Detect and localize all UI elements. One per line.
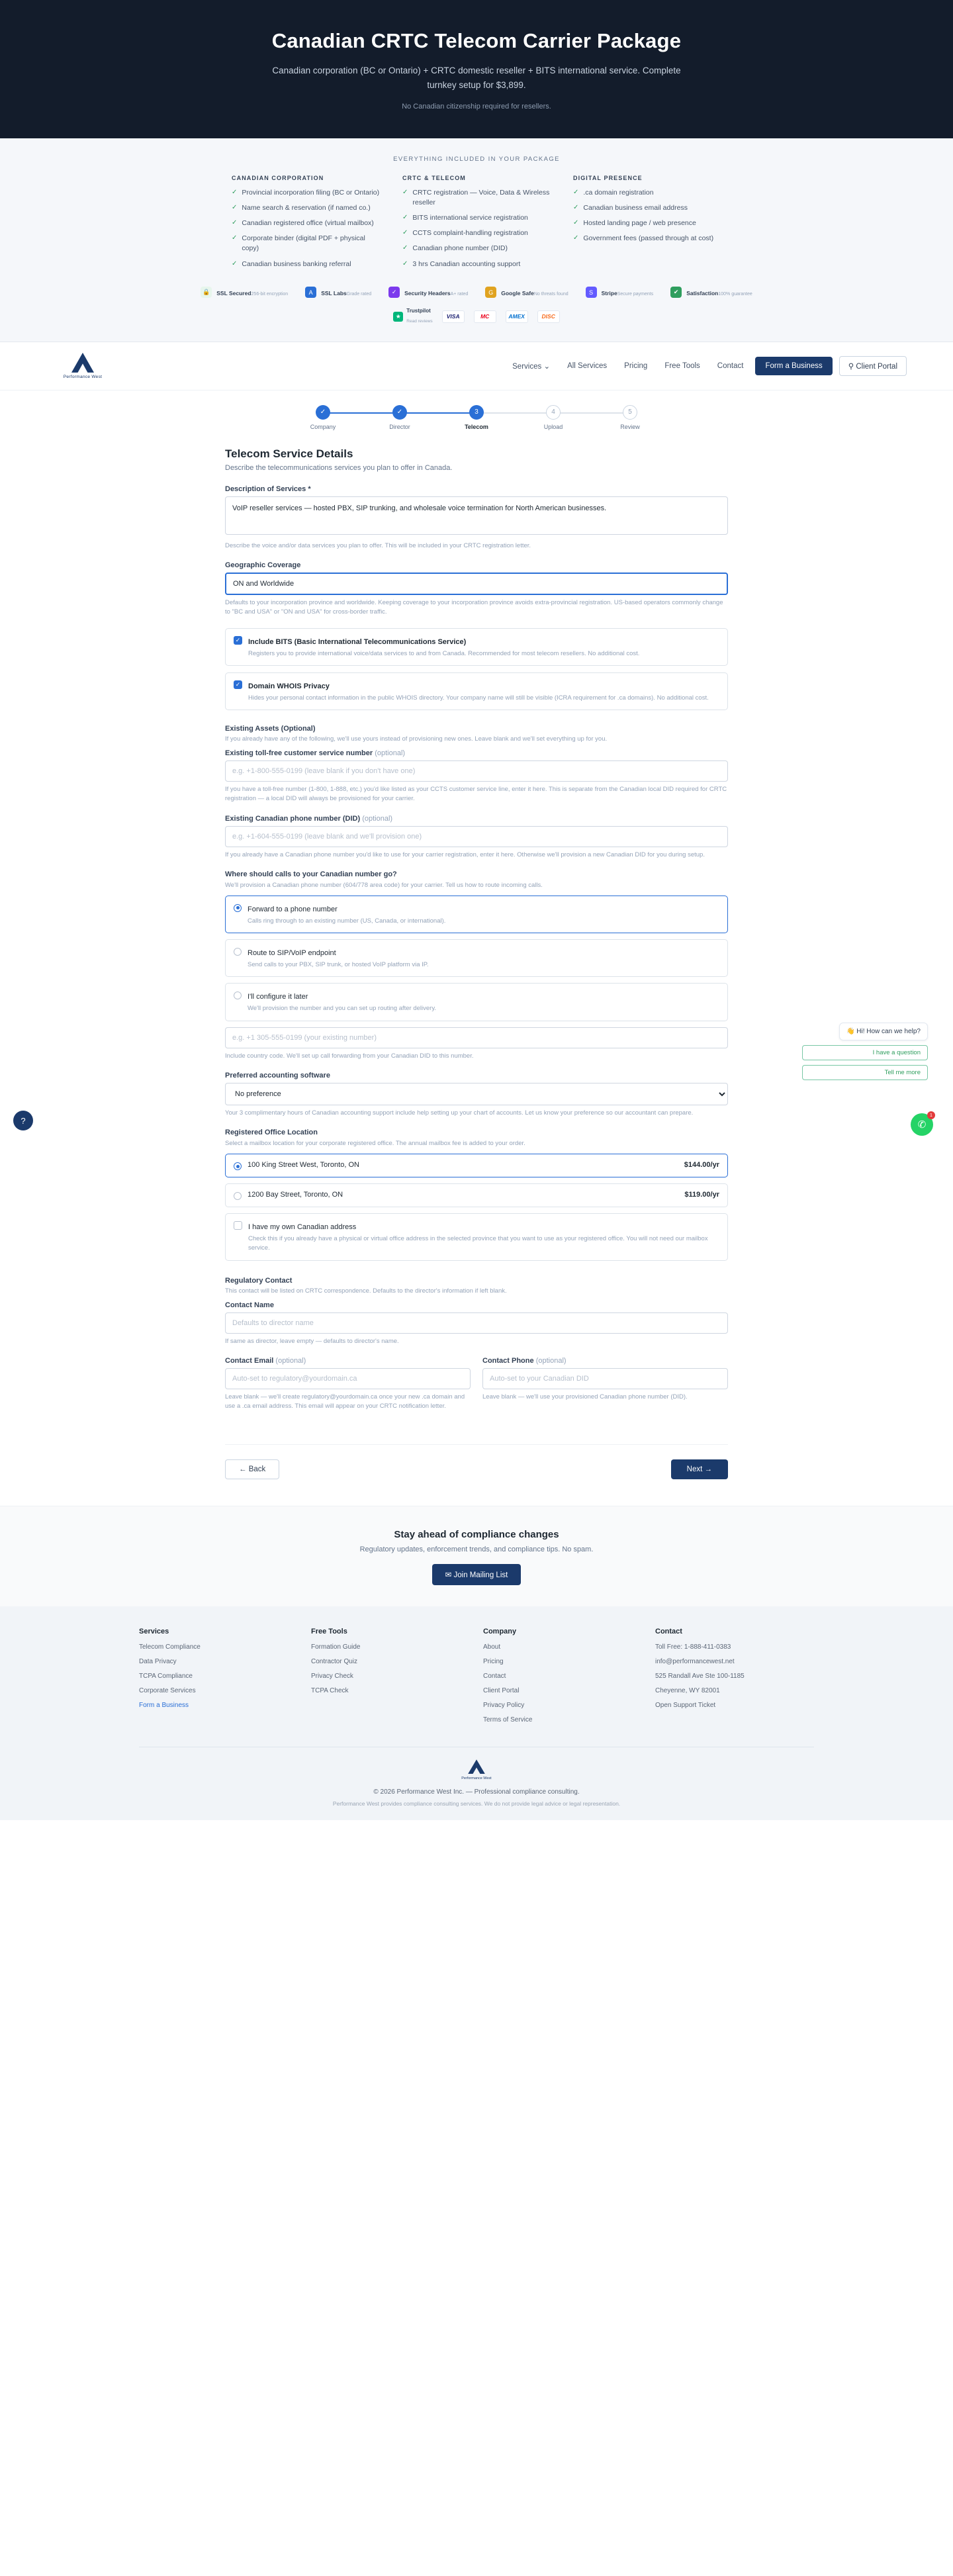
included-item-label: CRTC registration — Voice, Data & Wireless reseller — [412, 188, 550, 207]
tollfree-help: If you have a toll-free number (1-800, 1-888, etc.) you'd like listed as your CCTS customer service line, enter it here. This is separate from the Canadian local DID required for CRTC registration — a local DID will always be provisioned for your carrier. — [225, 786, 727, 803]
step-marker: ✓ — [392, 405, 407, 420]
chat-quick-reply-question[interactable]: I have a question — [802, 1045, 928, 1060]
routing-option-title: Route to SIP/VoIP endpoint — [248, 949, 336, 958]
included-column-corporation — [232, 175, 380, 275]
nav-item-pricing[interactable]: Pricing — [624, 361, 648, 370]
office-option-price: $144.00/yr — [684, 1161, 719, 1170]
routing-option-forward[interactable] — [225, 896, 728, 933]
included-item-label: .ca domain registration — [583, 188, 654, 197]
contact-phone-label — [482, 1357, 728, 1365]
office-option-king-street[interactable] — [225, 1154, 728, 1177]
check-icon: ✓ — [573, 234, 579, 242]
next-button[interactable]: Next → — [671, 1459, 728, 1479]
radio-icon[interactable] — [234, 991, 242, 999]
included-item-label: Government fees (passed through at cost) — [583, 234, 714, 243]
coverage-label: Geographic Coverage — [225, 561, 301, 570]
check-icon: ✓ — [232, 203, 238, 211]
optional-tag: (optional) — [535, 1356, 567, 1365]
footer-legal-note: Performance West provides compliance consulting services. We do not provide legal advice or legal representation. — [332, 1800, 621, 1808]
newsletter-section — [0, 1506, 953, 1606]
trust-sub: A+ rated — [450, 291, 469, 297]
included-column-telecom — [402, 175, 551, 275]
package-included-band — [0, 138, 953, 342]
footer-link[interactable]: Pricing — [483, 1658, 504, 1666]
bits-desc: Registers you to provide international voice/data services to and from Canada. Recommended for most telecom resellers. No additional cost. — [248, 649, 640, 657]
footer-link[interactable]: TCPA Check — [311, 1687, 349, 1695]
chat-widget — [802, 1023, 928, 1080]
footer-link[interactable]: Contact — [483, 1673, 506, 1680]
included-columns — [232, 175, 721, 275]
footer-link[interactable]: TCPA Compliance — [139, 1673, 193, 1680]
routing-label: Where should calls to your Canadian number go? — [225, 870, 397, 878]
included-item-label: Name search & reservation (if named co.) — [242, 203, 371, 212]
included-item — [232, 259, 380, 269]
contact-email-input[interactable] — [225, 1368, 471, 1389]
check-icon: ✓ — [402, 188, 408, 196]
step-marker: ✓ — [316, 405, 330, 420]
trust-badge-stripe — [586, 287, 654, 299]
form-a-business-button[interactable]: Form a Business — [755, 357, 832, 375]
own-address-title: I have my own Canadian address — [248, 1223, 357, 1232]
payment-badges — [13, 308, 940, 335]
hero-note: No Canadian citizenship required for resellers. — [402, 102, 551, 111]
check-icon: ✓ — [573, 203, 579, 211]
included-item-label: 3 hrs Canadian accounting support — [412, 259, 521, 268]
whois-desc: Hides your personal contact information in the public WHOIS directory. Your company name will still be visible (ICRA requirement for .ca domains). No additional cost. — [248, 694, 709, 702]
tollfree-label — [225, 749, 728, 757]
footer-link[interactable]: Formation Guide — [311, 1643, 361, 1651]
did-input[interactable] — [225, 826, 728, 847]
checkbox-icon[interactable] — [234, 1221, 242, 1230]
whois-checkbox-card[interactable] — [225, 672, 728, 710]
lock-icon: 🔒 — [201, 287, 212, 298]
check-shield-icon: ✓ — [388, 287, 400, 298]
contact-phone-input[interactable] — [482, 1368, 728, 1389]
step-connector — [323, 412, 400, 414]
coverage-input[interactable] — [225, 573, 728, 595]
footer-link[interactable]: About — [483, 1643, 501, 1651]
step-marker: 4 — [546, 405, 561, 420]
mountain-logo-icon — [468, 1759, 485, 1774]
included-item-label: BITS international service registration — [412, 213, 528, 222]
footer-columns — [139, 1628, 814, 1729]
check-icon: ✓ — [232, 234, 238, 242]
trust-badge-google-safe — [485, 287, 568, 299]
check-icon: ✓ — [232, 218, 238, 226]
regulatory-desc: This contact will be listed on CRTC correspondence. Defaults to the director's information if left blank. — [225, 1287, 507, 1295]
footer-link[interactable]: Client Portal — [483, 1687, 520, 1695]
footer-column-free-tools — [311, 1628, 443, 1729]
included-item — [573, 234, 721, 244]
brand-logo[interactable] — [46, 353, 119, 379]
trustpilot-title: Trustpilot — [406, 307, 431, 314]
footer-brand-name: Performance West — [461, 1776, 492, 1781]
footer-column-contact — [655, 1628, 788, 1729]
chat-greeting: 👋 Hi! How can we help? — [839, 1023, 928, 1040]
footer-column-title: Free Tools — [311, 1628, 347, 1636]
step-label: Director — [389, 423, 410, 430]
check-icon: ✓ — [573, 218, 579, 226]
page-title: Telecom Service Details — [225, 447, 353, 460]
check-icon: ✓ — [402, 213, 408, 221]
services-help: Describe the voice and/or data services you plan to offer. This will be included in your CRTC registration letter. — [225, 541, 531, 549]
page-description: Describe the telecommunications services you plan to offer in Canada. — [225, 463, 453, 472]
contact-email-label-text: Contact Email — [225, 1356, 274, 1365]
trust-sub: 256-bit encryption — [251, 291, 289, 297]
footer-phone: Toll Free: 1-888-411-0383 — [655, 1643, 731, 1651]
tollfree-label-text: Existing toll-free customer service number — [225, 749, 373, 758]
step-connector — [400, 412, 476, 414]
google-icon: G — [485, 287, 496, 298]
office-option-price: $119.00/yr — [684, 1191, 719, 1199]
optional-tag: (optional) — [362, 814, 393, 823]
radio-selected-icon[interactable] — [234, 904, 242, 912]
trust-badge-satisfaction — [670, 287, 752, 299]
trust-sub: Grade rated — [346, 291, 372, 297]
routing-option-title: Forward to a phone number — [248, 905, 338, 913]
shield-icon: A — [305, 287, 316, 298]
stripe-icon: S — [586, 287, 597, 298]
included-item-label: Canadian phone number (DID) — [412, 244, 508, 253]
site-navigation — [0, 342, 953, 391]
newsletter-desc: Regulatory updates, enforcement trends, and compliance tips. No spam. — [359, 1545, 594, 1554]
contact-phone-help: Leave blank — we'll use your provisioned Canadian phone number (DID). — [482, 1393, 688, 1401]
contact-phone-label-text: Contact Phone — [482, 1356, 534, 1365]
own-address-desc: Check this if you already have a physical or virtual office address in the selected province that you want to use as your registered office. You will not need our mailbox service. — [248, 1235, 708, 1252]
included-item-label: Hosted landing page / web presence — [583, 218, 696, 227]
routing-option-desc: Calls ring through to an existing number (US, Canada, or international). — [248, 917, 446, 925]
included-item — [573, 218, 721, 228]
footer-column-title: Services — [139, 1628, 169, 1636]
included-item — [402, 213, 551, 223]
chevron-down-icon: ⌄ — [543, 362, 551, 371]
step-label: Review — [620, 423, 640, 430]
footer-link[interactable]: Contractor Quiz — [311, 1658, 358, 1666]
radio-selected-icon[interactable] — [234, 1162, 242, 1170]
nav-label: Services — [512, 362, 542, 371]
routing-option-title: I'll configure it later — [248, 993, 308, 1001]
routing-option-desc: We'll provision the number and you can set up routing after delivery. — [248, 1005, 437, 1013]
own-address-checkbox-card[interactable] — [225, 1213, 728, 1261]
telecom-form — [225, 447, 728, 1506]
existing-assets-desc: If you already have any of the following, we'll use yours instead of provisioning new ones. Leave blank and we'll set everything up for you. — [225, 735, 608, 743]
footer-link[interactable]: Telecom Compliance — [139, 1643, 201, 1651]
footer-column-title: Contact — [655, 1628, 682, 1636]
contact-name-help: If same as director, leave empty — defaults to director's name. — [225, 1337, 399, 1345]
trust-title: Stripe — [601, 289, 617, 297]
services-textarea[interactable] — [225, 496, 728, 535]
included-column-digital — [573, 175, 721, 275]
office-option-bay-street[interactable] — [225, 1183, 728, 1207]
hero-subtitle: Canadian corporation (BC or Ontario) + CRTC domestic reseller + BITS international service. Complete turnkey setup for $3,899. — [272, 66, 681, 91]
bits-checkbox-card[interactable] — [225, 628, 728, 666]
did-label — [225, 815, 728, 823]
footer-link-support-ticket[interactable]: Open Support Ticket — [655, 1702, 716, 1710]
footer-link[interactable]: Privacy Policy — [483, 1702, 525, 1710]
contact-phone-group — [482, 1357, 728, 1422]
step-marker: 3 — [469, 405, 484, 420]
radio-icon[interactable] — [234, 1192, 242, 1200]
existing-assets-heading: Existing Assets (Optional) — [225, 725, 316, 733]
newsletter-title: Stay ahead of compliance changes — [394, 1529, 559, 1541]
form-actions — [225, 1444, 728, 1479]
routing-option-sip[interactable] — [225, 939, 728, 977]
nav-item-services[interactable] — [512, 361, 550, 371]
progress-stepper — [0, 391, 953, 436]
mastercard-logo: MC — [474, 310, 496, 323]
trust-title: Security Headers — [404, 289, 451, 297]
step-review[interactable] — [592, 405, 668, 430]
step-connector — [553, 412, 630, 414]
footer-link-form-a-business[interactable]: Form a Business — [139, 1702, 189, 1710]
office-label: Registered Office Location — [225, 1128, 318, 1137]
trust-title: SSL Labs — [321, 289, 347, 297]
back-button[interactable]: ← Back — [225, 1459, 279, 1479]
nav-links — [512, 361, 743, 371]
included-item-label: Canadian business email address — [583, 203, 688, 212]
footer-link[interactable]: Privacy Check — [311, 1673, 353, 1680]
included-item-label: CCTS complaint-handling registration — [412, 229, 528, 238]
routing-help: We'll provision a Canadian phone number (604/778 area code) for your carrier. Tell us how to route incoming calls. — [225, 881, 543, 889]
column-title: DIGITAL PRESENCE — [573, 174, 643, 181]
office-help: Select a mailbox location for your corporate registered office. The annual mailbox fee is added to your order. — [225, 1140, 525, 1148]
client-portal-button[interactable] — [839, 356, 907, 376]
chat-badge: 1 — [927, 1111, 935, 1119]
step-marker: 5 — [623, 405, 637, 420]
included-item-label: Corporate binder (digital PDF + physical copy) — [242, 234, 365, 253]
nav-item-free-tools[interactable]: Free Tools — [664, 361, 700, 370]
included-item — [232, 218, 380, 228]
included-item — [402, 244, 551, 253]
step-telecom[interactable] — [438, 405, 515, 430]
included-item — [232, 188, 380, 198]
step-upload[interactable] — [515, 405, 592, 430]
column-title: CANADIAN CORPORATION — [232, 174, 324, 181]
amex-logo: AMEX — [506, 310, 528, 323]
included-item — [573, 203, 721, 213]
hero-title: Canadian CRTC Telecom Carrier Package — [271, 29, 682, 52]
contact-details-row — [225, 1357, 728, 1422]
check-icon: ✓ — [573, 188, 579, 196]
step-label: Upload — [543, 423, 563, 430]
tollfree-input[interactable] — [225, 760, 728, 782]
badge-check-icon: ✔ — [670, 287, 682, 298]
site-footer — [0, 1606, 953, 1820]
office-option-title: 1200 Bay Street, Toronto, ON — [248, 1191, 343, 1199]
footer-link[interactable]: Data Privacy — [139, 1658, 177, 1666]
bits-title: Include BITS (Basic International Telecommunications Service) — [248, 637, 467, 646]
footer-column-services — [139, 1628, 271, 1729]
star-icon: ★ — [393, 312, 403, 322]
routing-option-desc: Send calls to your PBX, SIP trunk, or hosted VoIP platform via IP. — [248, 961, 429, 969]
routing-option-later[interactable] — [225, 983, 728, 1021]
visa-logo: VISA — [442, 310, 465, 323]
regulatory-heading: Regulatory Contact — [225, 1276, 293, 1285]
trust-badge-ssl-labs — [305, 287, 371, 299]
included-item — [573, 188, 721, 198]
forward-number-input[interactable] — [225, 1027, 728, 1048]
included-item — [232, 203, 380, 213]
footer-copyright: © 2026 Performance West Inc. — Professional compliance consulting. — [373, 1788, 580, 1796]
contact-email-help: Leave blank — we'll create regulatory@yourdomain.ca once your new .ca domain and use a .ca email address. This email will appear on your CRTC notification letter. — [225, 1393, 465, 1410]
forward-number-help: Include country code. We'll set up call forwarding from your Canadian DID to this number. — [225, 1052, 474, 1060]
whatsapp-icon[interactable]: ✆ 1 — [911, 1113, 933, 1136]
mountain-logo-icon — [71, 353, 94, 373]
trust-sub: No threats found — [533, 291, 568, 297]
nav-item-contact[interactable]: Contact — [717, 361, 744, 370]
included-band-title: EVERYTHING INCLUDED IN YOUR PACKAGE — [393, 155, 560, 163]
accounting-help: Your 3 complimentary hours of Canadian accounting support include help setting up your chart of accounts. Let us know your preference so our accountant can prepare. — [225, 1109, 694, 1117]
checkbox-checked-icon[interactable]: ✓ — [234, 680, 242, 689]
trustpilot-sub: Read reviews — [406, 318, 433, 324]
trust-title: SSL Secured — [216, 289, 251, 297]
check-icon: ✓ — [232, 188, 238, 196]
footer-address-line2: Cheyenne, WY 82001 — [655, 1687, 720, 1695]
trust-badge-ssl-secured — [201, 287, 288, 299]
trust-title: Google Safe — [501, 289, 534, 297]
trust-title: Satisfaction — [686, 289, 719, 297]
join-mailing-list-button[interactable]: ✉ Join Mailing List — [432, 1564, 522, 1585]
hero-banner — [0, 0, 953, 138]
included-item-label: Canadian business banking referral — [242, 259, 351, 268]
office-option-title: 100 King Street West, Toronto, ON — [248, 1161, 359, 1170]
brand-name: Performance West — [63, 374, 103, 379]
column-title: CRTC & TELECOM — [402, 174, 466, 181]
contact-email-label — [225, 1357, 471, 1365]
did-label-text: Existing Canadian phone number (DID) — [225, 814, 361, 823]
check-icon: ✓ — [402, 259, 408, 267]
step-label: Telecom — [465, 423, 488, 430]
check-icon: ✓ — [402, 229, 408, 237]
footer-email: info@performancewest.net — [655, 1658, 735, 1666]
footer-column-title: Company — [483, 1628, 517, 1636]
checkbox-checked-icon[interactable]: ✓ — [234, 636, 242, 645]
check-icon: ✓ — [402, 244, 408, 252]
included-item-label: Canadian registered office (virtual mailbox) — [242, 218, 374, 227]
did-help: If you already have a Canadian phone number you'd like to use for your carrier registration, enter it here. Otherwise we'll provision a new Canadian DID for you during setup. — [225, 851, 705, 858]
contact-name-input[interactable] — [225, 1312, 728, 1334]
chat-quick-reply-more[interactable]: Tell me more — [802, 1065, 928, 1080]
discover-logo: DISC — [537, 310, 560, 323]
included-item — [402, 259, 551, 269]
trust-badges — [13, 287, 940, 299]
trustpilot-badge — [393, 308, 432, 326]
contact-email-group — [225, 1357, 471, 1422]
radio-icon[interactable] — [234, 948, 242, 956]
trust-badge-security-headers — [388, 287, 468, 299]
client-portal-label: Client Portal — [856, 362, 897, 371]
nav-item-all-services[interactable]: All Services — [567, 361, 608, 370]
step-connector — [476, 412, 553, 414]
trust-sub: 100% guarantee — [718, 291, 752, 297]
contact-name-label: Contact Name — [225, 1301, 274, 1309]
question-mark-icon[interactable]: ? — [13, 1111, 33, 1130]
step-director[interactable] — [361, 405, 438, 430]
footer-bottom — [0, 1747, 953, 1807]
optional-tag: (optional) — [375, 749, 406, 758]
footer-column-company — [483, 1628, 615, 1729]
included-item — [402, 228, 551, 238]
accounting-label: Preferred accounting software — [225, 1071, 330, 1080]
trust-sub: Secure payments — [617, 291, 654, 297]
footer-link[interactable]: Corporate Services — [139, 1687, 196, 1695]
footer-address-line1: 525 Randall Ave Ste 100-1185 — [655, 1673, 745, 1680]
check-icon: ✓ — [232, 259, 238, 267]
step-company[interactable] — [285, 405, 361, 430]
services-label: Description of Services * — [225, 484, 311, 493]
footer-link[interactable]: Terms of Service — [483, 1716, 533, 1724]
included-item-label: Provincial incorporation filing (BC or Ontario) — [242, 188, 380, 197]
whois-title: Domain WHOIS Privacy — [248, 682, 330, 690]
included-item — [402, 188, 551, 208]
optional-tag: (optional) — [275, 1356, 306, 1365]
step-label: Company — [310, 423, 336, 430]
user-icon: ⚲ — [848, 362, 854, 371]
included-item — [232, 234, 380, 253]
accounting-select[interactable] — [225, 1083, 728, 1105]
coverage-help: Defaults to your incorporation province and worldwide. Keeping coverage to your incorporation province avoids extra-provincial registration. US-based operators commonly change to "BC and USA" or "ON and USA" for cross-border traffic. — [225, 599, 723, 616]
